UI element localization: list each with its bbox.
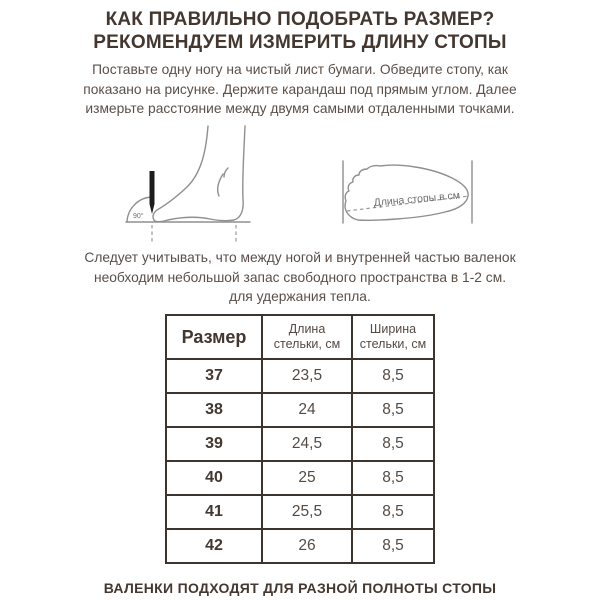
pencil-icon (150, 171, 155, 214)
size-cell: 38 (166, 393, 262, 427)
size-cell: 42 (166, 529, 262, 563)
length-cell: 24,5 (262, 427, 352, 461)
intro-paragraph (65, 60, 535, 118)
page-title-line2: РЕКОМЕНДУЕМ ИЗМЕРИТЬ ДЛИНУ СТОПЫ (93, 32, 507, 54)
foot-length-label: Длина стопы в см (373, 189, 461, 210)
measurement-figures (0, 122, 600, 244)
note-line: для удержания тепла. (229, 288, 371, 304)
intro-line: показано на рисунке. Держите карандаш под прямым углом. Далее (83, 81, 517, 97)
size-cell: 37 (166, 359, 262, 393)
page-title (0, 8, 600, 54)
width-cell: 8,5 (352, 529, 434, 563)
length-cell: 26 (262, 529, 352, 563)
fit-note-paragraph (65, 248, 535, 306)
table-row (166, 427, 434, 461)
size-cell: 41 (166, 495, 262, 529)
page-title-line1: КАК ПРАВИЛЬНО ПОДОБРАТЬ РАЗМЕР? (105, 9, 495, 30)
length-cell: 23,5 (262, 359, 352, 393)
width-cell: 8,5 (352, 359, 434, 393)
foot-top-view-illustration (340, 160, 476, 228)
length-cell: 25,5 (262, 495, 352, 529)
width-cell: 8,5 (352, 461, 434, 495)
intro-line: Поставьте одну ногу на чистый лист бумаги. Обведите стопу, как (92, 62, 508, 78)
intro-line: измерьте расстояние между двумя самыми отдаленными точками. (85, 100, 515, 116)
table-row (166, 495, 434, 529)
size-cell: 40 (166, 461, 262, 495)
angle-label: 90° (133, 213, 144, 221)
note-line: необходим небольшой запас свободного пространства в 1-2 см. (93, 269, 507, 285)
size-table-header-row (166, 315, 434, 359)
width-cell: 8,5 (352, 427, 434, 461)
header-insole-width: Ширина стельки, см (352, 315, 434, 359)
size-cell: 39 (166, 427, 262, 461)
header-size: Размер (166, 315, 262, 359)
header-insole-length: Длина стельки, см (262, 315, 352, 359)
footer-note: ВАЛЕНКИ ПОДХОДЯТ ДЛЯ РАЗНОЙ ПОЛНОТЫ СТОПЫ (103, 580, 497, 597)
length-cell: 24 (262, 393, 352, 427)
width-cell: 8,5 (352, 393, 434, 427)
note-line: Следует учитывать, что между ногой и внутренней частью валенок (84, 250, 516, 266)
length-cell: 25 (262, 461, 352, 495)
size-table (165, 314, 435, 564)
foot-side-view-illustration (124, 122, 256, 244)
table-row (166, 529, 434, 563)
width-cell: 8,5 (352, 495, 434, 529)
table-row (166, 393, 434, 427)
table-row (166, 461, 434, 495)
table-row (166, 359, 434, 393)
